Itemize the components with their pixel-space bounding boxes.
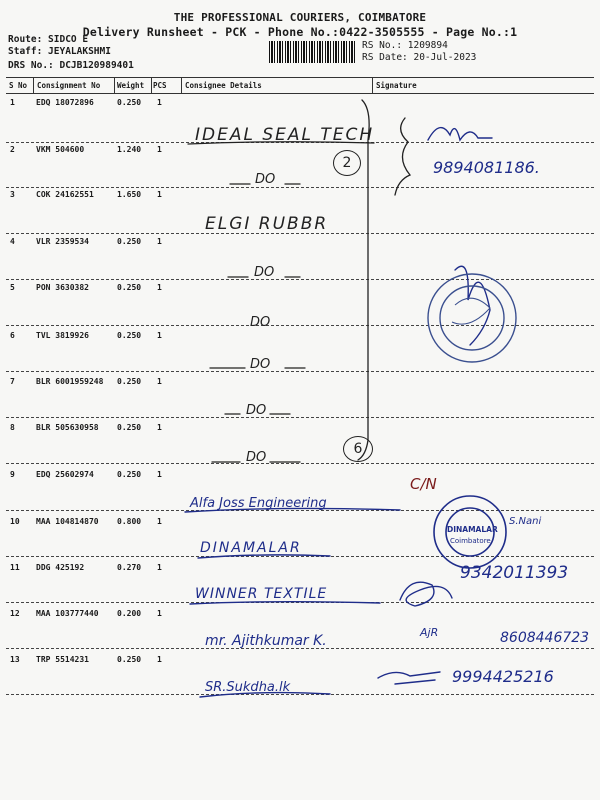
- row-consignment: COK 24162551: [36, 190, 94, 199]
- row-pcs: 1: [157, 609, 162, 618]
- col-sno: S No: [9, 81, 28, 90]
- consignee-handwriting: DO: [246, 450, 267, 465]
- row-weight: 0.800: [117, 517, 142, 526]
- row-pcs: 1: [157, 237, 162, 246]
- row-consignment: VKM 504600: [36, 145, 85, 154]
- row-pcs: 1: [157, 331, 162, 340]
- drs-number: DRS No.: DCJB120989401: [8, 60, 134, 71]
- row-sno: 12: [10, 609, 20, 618]
- handwritten-phone: 9994425216: [452, 667, 554, 686]
- consignee-handwriting: DO: [255, 172, 276, 187]
- row-pcs: 1: [157, 655, 162, 664]
- row-consignment: BLR 6001959248: [36, 377, 104, 386]
- stamp-text: DINAMALAR: [447, 525, 498, 534]
- handwritten-phone: 9342011393: [460, 563, 569, 583]
- consignee-handwriting: mr. Ajithkumar K.: [205, 633, 327, 649]
- row-sno: 13: [10, 655, 20, 664]
- handwritten-signature: AjR: [420, 626, 439, 639]
- signature-mark: [400, 582, 452, 606]
- row-weight: 0.250: [117, 423, 142, 432]
- row-consignment: TVL 3819926: [36, 331, 89, 340]
- circled-number: 2: [333, 150, 361, 176]
- consignee-handwriting: DO: [250, 315, 271, 330]
- row-consignment: DDG 425192: [36, 563, 85, 572]
- row-sno: 10: [10, 517, 20, 526]
- row-pcs: 1: [157, 470, 162, 479]
- signature-mark: [428, 128, 492, 140]
- row-consignment: MAA 104814870: [36, 517, 99, 526]
- row-consignment: TRP 5514231: [36, 655, 89, 664]
- col-signature: Signature: [376, 81, 417, 90]
- row-weight: 0.250: [117, 655, 142, 664]
- row-sno: 9: [10, 470, 15, 479]
- route-label: Route: SIDCO E: [8, 34, 89, 45]
- round-stamp: [428, 274, 516, 362]
- consignee-handwriting: IDEAL SEAL TECH: [195, 125, 375, 145]
- bracket-mark: [358, 100, 369, 460]
- row-pcs: 1: [157, 145, 162, 154]
- row-consignment: PON 3630382: [36, 283, 89, 292]
- row-weight: 1.240: [117, 145, 142, 154]
- consignee-handwriting: ELGI RUBBR: [205, 214, 329, 234]
- row-pcs: 1: [157, 563, 162, 572]
- company-title: THE PROFESSIONAL COURIERS, COIMBATORE: [173, 11, 427, 24]
- rs-date: RS Date: 20-Jul-2023: [362, 52, 477, 63]
- signature-mark: [378, 672, 440, 684]
- staff-label: Staff: JEYALAKSHMI: [8, 46, 111, 57]
- row-pcs: 1: [157, 423, 162, 432]
- underline-mark: [185, 508, 400, 512]
- consignee-handwriting: DINAMALAR: [200, 540, 302, 556]
- brace-mark: [395, 118, 410, 195]
- row-sno: 2: [10, 145, 15, 154]
- underline-mark: [190, 602, 380, 604]
- consignee-handwriting: DO: [250, 357, 271, 372]
- row-pcs: 1: [157, 517, 162, 526]
- consignee-handwriting: DO: [246, 403, 267, 418]
- row-sno: 1: [10, 98, 15, 107]
- row-consignment: MAA 103777440: [36, 609, 99, 618]
- underline-mark: [188, 142, 374, 144]
- row-pcs: 1: [157, 377, 162, 386]
- row-weight: 0.250: [117, 283, 142, 292]
- row-consignment: EDQ 25602974: [36, 470, 94, 479]
- row-pcs: 1: [157, 283, 162, 292]
- row-weight: 0.250: [117, 377, 142, 386]
- stamp-signature: S.Nani: [509, 516, 542, 527]
- consignee-handwriting: WINNER TEXTILE: [195, 586, 328, 602]
- row-sno: 6: [10, 331, 15, 340]
- row-pcs: 1: [157, 98, 162, 107]
- rs-number: RS No.: 1209894: [362, 40, 448, 51]
- underline-mark: [200, 693, 330, 697]
- col-weight: Weight: [117, 81, 145, 90]
- runsheet-subtitle: Delivery Runsheet - PCK - Phone No.:0422-3505555 - Page No.:1: [82, 25, 518, 39]
- consignee-handwriting: Alfa Joss Engineering: [190, 496, 327, 511]
- handwritten-phone: 9894081186.: [433, 158, 540, 177]
- underline-mark: [198, 555, 330, 558]
- circled-number: 6: [343, 436, 373, 462]
- row-consignment: BLR 505630958: [36, 423, 99, 432]
- row-sno: 4: [10, 237, 15, 246]
- signature-mark: [455, 266, 490, 345]
- row-consignment: VLR 2359534: [36, 237, 89, 246]
- row-weight: 0.250: [117, 237, 142, 246]
- consignee-handwriting: DO: [254, 265, 275, 280]
- row-sno: 5: [10, 283, 15, 292]
- col-consignment: Consignment No: [37, 81, 101, 90]
- row-sno: 11: [10, 563, 20, 572]
- row-sno: 8: [10, 423, 15, 432]
- col-pcs: PCS: [153, 81, 167, 90]
- stamp-ring: [428, 274, 516, 362]
- cn-note: C/N: [410, 475, 437, 493]
- stamp-city: Coimbatore: [450, 537, 491, 545]
- consignee-handwriting: SR.Sukdha.lk: [205, 680, 291, 695]
- row-weight: 0.250: [117, 470, 142, 479]
- row-sno: 7: [10, 377, 15, 386]
- stamp-ring: [440, 286, 504, 350]
- stamp-detail: [452, 298, 490, 324]
- row-weight: 0.270: [117, 563, 142, 572]
- row-weight: 0.200: [117, 609, 142, 618]
- row-weight: 1.650: [117, 190, 142, 199]
- row-weight: 0.250: [117, 98, 142, 107]
- col-consignee: Consignee Details: [185, 81, 262, 90]
- row-pcs: 1: [157, 190, 162, 199]
- handwritten-phone: 8608446723: [500, 630, 590, 646]
- row-consignment: EDQ 18072896: [36, 98, 94, 107]
- row-weight: 0.250: [117, 331, 142, 340]
- row-sno: 3: [10, 190, 15, 199]
